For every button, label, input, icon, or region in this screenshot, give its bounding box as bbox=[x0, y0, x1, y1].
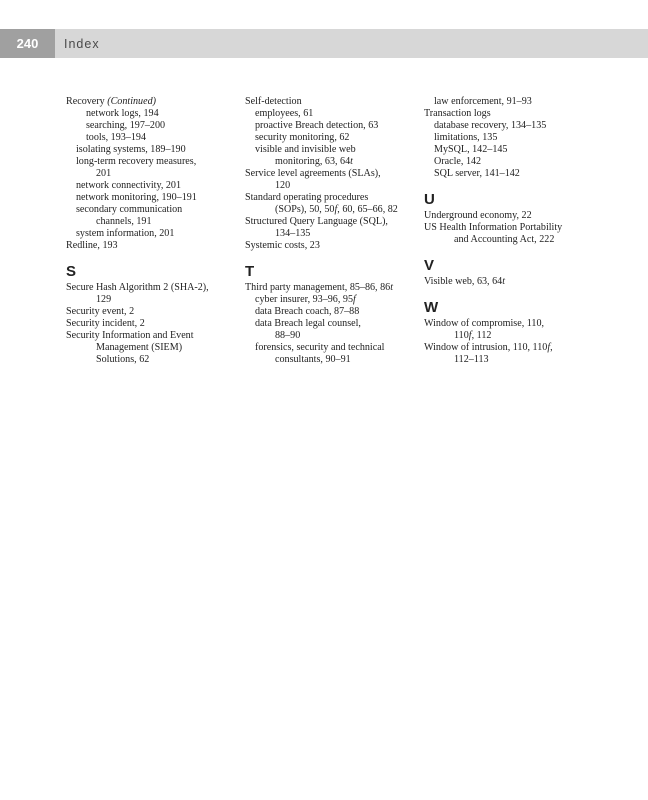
italic-locator-suffix: (Continued) bbox=[107, 96, 156, 107]
entry-text: Security Information and Event bbox=[66, 330, 194, 341]
index-entry-continuation bbox=[424, 354, 624, 366]
index-subentry bbox=[66, 204, 238, 216]
index-entry bbox=[245, 168, 417, 180]
entry-text: network logs, 194 bbox=[86, 108, 159, 119]
index-subentry bbox=[245, 294, 417, 306]
entry-text: limitations, 135 bbox=[434, 132, 498, 143]
entry-text: Visible web, 63, 64 bbox=[424, 276, 503, 287]
entry-text: Security incident, 2 bbox=[66, 318, 145, 329]
index-entry-continuation bbox=[424, 234, 624, 246]
entry-text: tools, 193–194 bbox=[86, 132, 147, 143]
index-entry-continuation bbox=[66, 216, 238, 228]
index-entry bbox=[424, 276, 624, 288]
italic-locator-suffix: f bbox=[334, 204, 338, 215]
index-letter-heading: W bbox=[424, 299, 439, 316]
entry-text: Self-detection bbox=[245, 96, 302, 107]
index-entry-continuation bbox=[424, 330, 624, 342]
index-entry bbox=[66, 96, 238, 108]
entry-text: cyber insurer, 93–96, 95 bbox=[255, 294, 353, 305]
entry-text: Secure Hash Algorithm 2 (SHA-2), bbox=[66, 282, 209, 293]
entry-text: 110 bbox=[454, 330, 469, 341]
index-entry bbox=[424, 108, 624, 120]
page-header bbox=[0, 29, 648, 58]
index-subentry bbox=[66, 180, 238, 192]
entry-text: searching, 197–200 bbox=[86, 120, 166, 131]
entry-text: 88–90 bbox=[275, 330, 301, 341]
entry-text: employees, 61 bbox=[255, 108, 314, 119]
index-column-3 bbox=[424, 96, 624, 366]
index-entry-continuation bbox=[245, 180, 417, 192]
index-subentry bbox=[424, 144, 624, 156]
entry-text: 201 bbox=[96, 168, 112, 179]
index-column-1 bbox=[66, 96, 238, 366]
running-head-title: Index bbox=[64, 36, 100, 51]
italic-locator-suffix: f bbox=[353, 294, 356, 305]
index-entry bbox=[66, 306, 238, 318]
index-entry-continuation bbox=[245, 228, 417, 240]
index-subentry bbox=[66, 228, 238, 240]
entry-text: Window of intrusion, 110, 110 bbox=[424, 342, 548, 353]
index-subentry bbox=[245, 144, 417, 156]
index-entry-continuation bbox=[245, 156, 417, 168]
index-letter-heading: V bbox=[424, 257, 435, 274]
index-entry bbox=[245, 282, 417, 294]
italic-locator-suffix: t bbox=[502, 276, 505, 287]
index-entry-continuation bbox=[245, 354, 417, 366]
entry-text: 129 bbox=[96, 294, 112, 305]
index-subentry bbox=[66, 132, 238, 144]
index-subentry bbox=[245, 120, 417, 132]
index-entry bbox=[245, 192, 417, 204]
entry-text: Recovery bbox=[66, 96, 108, 107]
italic-locator-suffix: f bbox=[547, 342, 551, 353]
index-subentry bbox=[66, 192, 238, 204]
entry-text: , 60, 65–66, 82 bbox=[337, 204, 398, 215]
entry-text: secondary communication bbox=[76, 204, 183, 215]
entry-text: security monitoring, 62 bbox=[255, 132, 350, 143]
index-entry-continuation bbox=[66, 342, 238, 354]
index-entry bbox=[66, 318, 238, 330]
entry-text: consultants, 90–91 bbox=[275, 354, 351, 365]
index-subentry bbox=[66, 120, 238, 132]
entry-text: MySQL, 142–145 bbox=[434, 144, 508, 155]
entry-text: Structured Query Language (SQL), bbox=[245, 216, 388, 227]
entry-text: SQL server, 141–142 bbox=[434, 168, 520, 179]
entry-text: and Accounting Act, 222 bbox=[454, 234, 555, 245]
index-subentry bbox=[424, 120, 624, 132]
index-entry bbox=[66, 282, 238, 294]
index-entry-continuation bbox=[66, 168, 238, 180]
entry-text: Third party management, 85–86, 86 bbox=[245, 282, 391, 293]
entry-text: network connectivity, 201 bbox=[76, 180, 182, 191]
index-subentry bbox=[66, 108, 238, 120]
index-letter-heading: S bbox=[66, 263, 77, 280]
entry-text: Solutions, 62 bbox=[96, 354, 150, 365]
entry-text: 112–113 bbox=[454, 354, 489, 365]
entry-text: isolating systems, 189–190 bbox=[76, 144, 186, 155]
entry-text: 134–135 bbox=[275, 228, 311, 239]
index-subentry bbox=[424, 156, 624, 168]
entry-text: visible and invisible web bbox=[255, 144, 356, 155]
entry-text: 120 bbox=[275, 180, 291, 191]
italic-locator-suffix: t bbox=[390, 282, 394, 293]
italic-locator-suffix: t bbox=[350, 156, 353, 167]
index-subentry bbox=[245, 108, 417, 120]
entry-text: Oracle, 142 bbox=[434, 156, 482, 167]
index-letter-heading: U bbox=[424, 191, 435, 208]
index-entry bbox=[424, 318, 624, 330]
entry-text: law enforcement, 91–93 bbox=[434, 96, 532, 107]
index-subentry bbox=[245, 132, 417, 144]
entry-text: data Breach legal counsel, bbox=[255, 318, 361, 329]
index-entry-continuation bbox=[245, 330, 417, 342]
index-entry bbox=[424, 342, 624, 354]
entry-text: Window of compromise, 110, bbox=[424, 318, 545, 329]
index-subentry bbox=[424, 96, 624, 108]
index-subentry bbox=[424, 132, 624, 144]
entry-text: long-term recovery measures, bbox=[76, 156, 197, 167]
entry-text: (SOPs), 50, 50 bbox=[275, 204, 335, 215]
entry-text: Management (SIEM) bbox=[96, 342, 183, 353]
index-entry bbox=[245, 240, 417, 252]
entry-text: , bbox=[550, 342, 553, 353]
entry-text: network monitoring, 190–191 bbox=[76, 192, 197, 203]
entry-text: proactive Breach detection, 63 bbox=[255, 120, 379, 131]
index-letter-heading: T bbox=[245, 263, 255, 280]
entry-text: monitoring, 63, 64 bbox=[275, 156, 351, 167]
index-entry bbox=[66, 330, 238, 342]
index-entry bbox=[66, 240, 238, 252]
index-subentry bbox=[245, 318, 417, 330]
entry-text: Security event, 2 bbox=[66, 306, 135, 317]
index-subentry bbox=[245, 306, 417, 318]
index-entry-continuation bbox=[245, 204, 417, 216]
index-subentry bbox=[424, 168, 624, 180]
entry-text: system information, 201 bbox=[76, 228, 175, 239]
italic-locator-suffix: f bbox=[468, 330, 472, 341]
page-number: 240 bbox=[0, 29, 55, 58]
index-subentry bbox=[245, 342, 417, 354]
index-entry bbox=[424, 222, 624, 234]
entry-text: Underground economy, 22 bbox=[424, 210, 532, 221]
entry-text: Redline, 193 bbox=[66, 240, 118, 251]
entry-text: , 112 bbox=[471, 330, 492, 341]
index-column-2 bbox=[245, 96, 417, 366]
index-subentry bbox=[66, 144, 238, 156]
index-entry bbox=[424, 210, 624, 222]
entry-text: data Breach coach, 87–88 bbox=[255, 306, 360, 317]
entry-text: forensics, security and technical bbox=[255, 342, 385, 353]
entry-text: US Health Information Portability bbox=[424, 222, 563, 233]
entry-text: Standard operating procedures bbox=[245, 192, 369, 203]
index-entry-continuation bbox=[66, 354, 238, 366]
entry-text: Transaction logs bbox=[424, 108, 491, 119]
index-entry bbox=[245, 96, 417, 108]
entry-text: Service level agreements (SLAs), bbox=[245, 168, 381, 179]
index-subentry bbox=[66, 156, 238, 168]
entry-text: Systemic costs, 23 bbox=[245, 240, 320, 251]
entry-text: database recovery, 134–135 bbox=[434, 120, 547, 131]
entry-text: channels, 191 bbox=[96, 216, 152, 227]
index-entry bbox=[245, 216, 417, 228]
index-entry-continuation bbox=[66, 294, 238, 306]
